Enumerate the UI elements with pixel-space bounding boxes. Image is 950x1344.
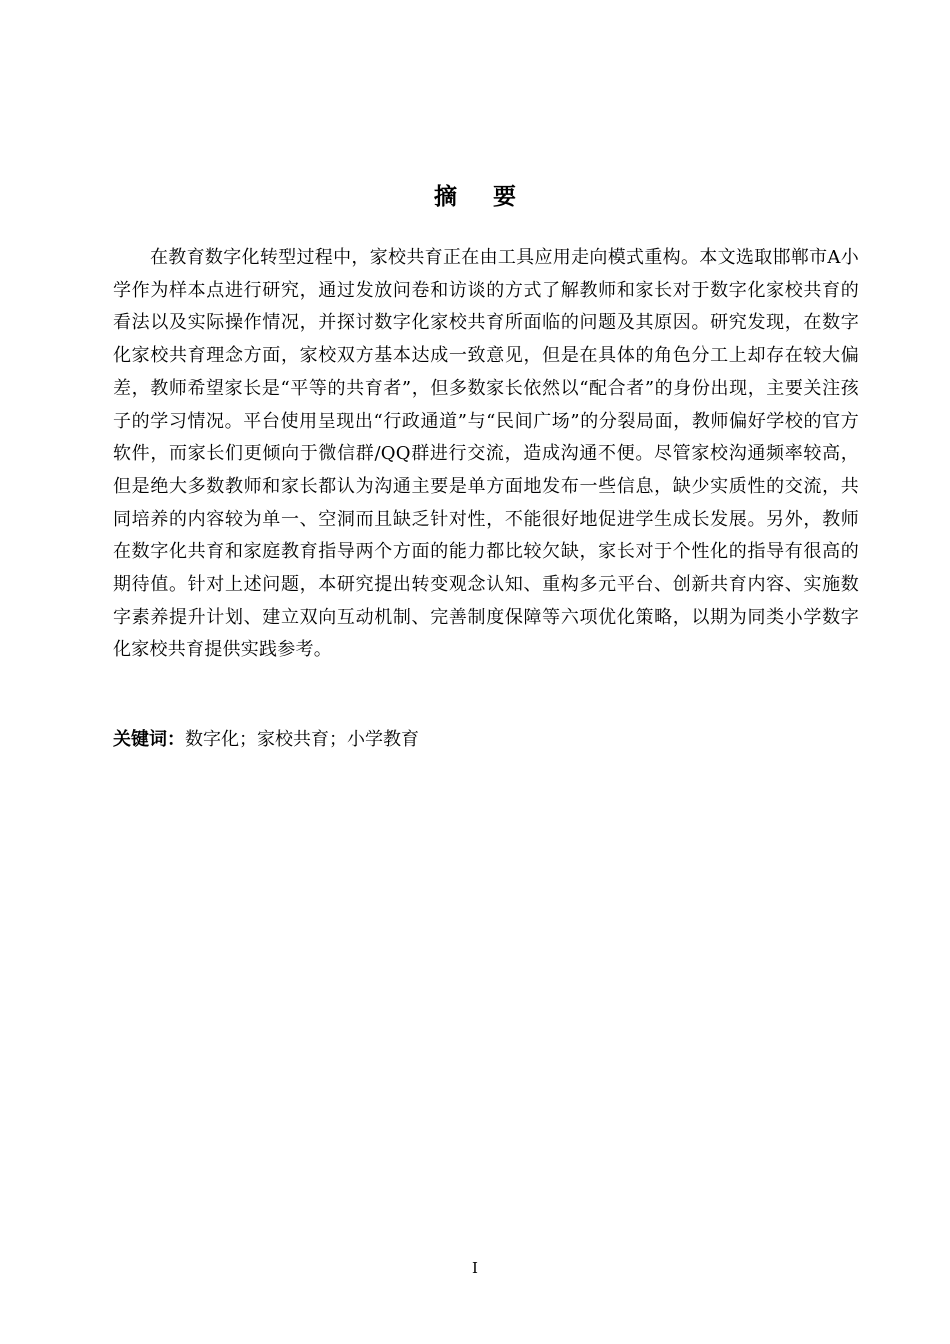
keywords-line [113, 728, 859, 752]
page-number: I [472, 1259, 478, 1277]
abstract-heading-char-2: 要 [493, 184, 516, 210]
abstract-heading-char-1: 摘 [434, 184, 457, 210]
abstract-heading [0, 178, 950, 211]
abstract-body: 在教育数字化转型过程中，家校共育正在由工具应用走向模式重构。本文选取邯郸市A小学作为样本点进行研究，通过发放问卷和访谈的方式了解教师和家长对于数字化家校共育的看法以及实际操作情况，并探讨数字化家校共育所面临的问题及其原因。研究发现，在数字化家校共育理念方面，家校双方基本达成一致意见，但是在具体的角色分工上却存在较大偏差，教师希望家长是“平等的共育者”，但多数家长依然以“配合者”的身份出现，主要关注孩子的学习情况。平台使用呈现出“行政通道”与“民间广场”的分裂局面，教师偏好学校的官方软件，而家长们更倾向于微信群/QQ群进行交流，造成沟通不便。尽管家校沟通频率较高，但是绝大多数教师和家长都认为沟通主要是单方面地发布一些信息，缺少实质性的交流，共同培养的内容较为单一、空洞而且缺乏针对性，不能很好地促进学生成长发展。另外，教师在数字化共育和家庭教育指导两个方面的能力都比较欠缺，家长对于个性化的指导有很高的期待值。针对上述问题，本研究提出转变观念认知、重构多元平台、创新共育内容、实施数字素养提升计划、建立双向互动机制、完善制度保障等六项优化策略，以期为同类小学数字化家校共育提供实践参考。 [113, 247, 859, 661]
keywords-text: 数字化；家校共育；小学教育 [185, 729, 419, 750]
keywords-label: 关键词： [113, 729, 185, 750]
